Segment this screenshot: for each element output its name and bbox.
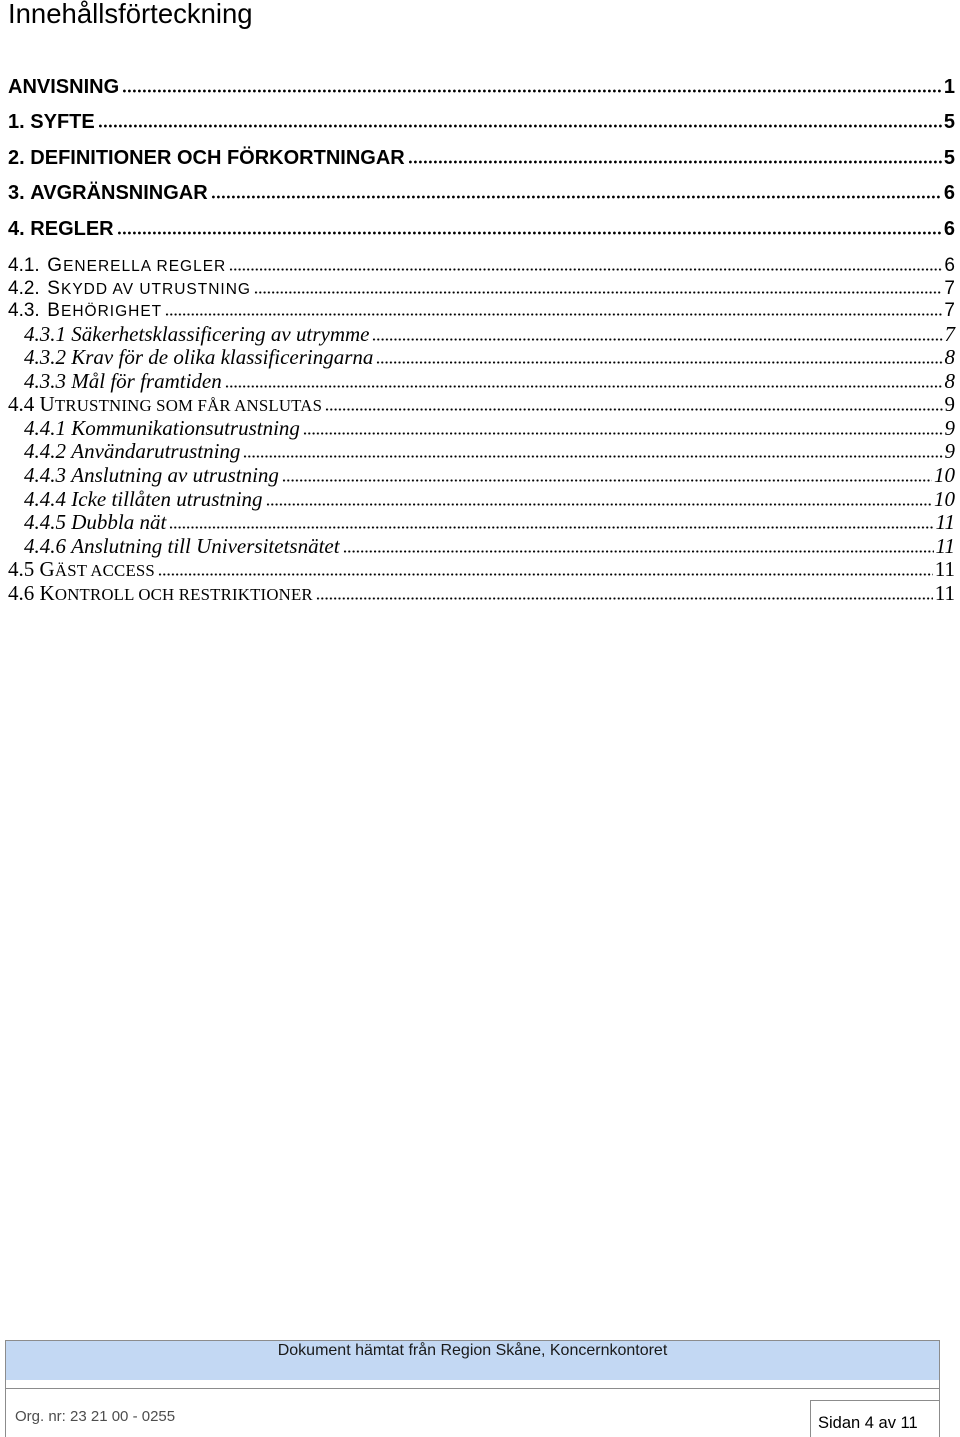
toc-entry-page-number: 9 (944, 440, 955, 464)
toc-entry-title: Anslutning av utrustning (71, 464, 279, 488)
dot-leader (243, 455, 942, 458)
dot-leader (376, 361, 942, 364)
toc-entry-page-number: 10 (934, 487, 955, 511)
toc-entry[interactable] (0, 393, 960, 417)
toc-entry-page-number: 11 (934, 558, 955, 582)
dot-leader (122, 89, 942, 93)
dot-leader (225, 385, 943, 388)
toc-entry[interactable] (0, 323, 960, 347)
org-number: Org. nr: 23 21 00 - 0255 (15, 1408, 176, 1425)
toc-entry-number: 4.6 (8, 582, 35, 606)
toc-entry[interactable] (0, 417, 960, 441)
toc-entry-number: 4.4.2 (24, 440, 66, 464)
dot-leader (169, 526, 933, 529)
toc-entry-title: Krav för de olika klassificeringarna (71, 346, 374, 370)
toc-entry[interactable] (0, 370, 960, 394)
toc-entry-number: 4.5 (8, 558, 35, 582)
toc-entry[interactable] (0, 300, 960, 323)
toc-entry-number: 4.3.2 (24, 346, 66, 370)
toc-entry-page-number: 1 (943, 75, 955, 98)
toc-entry-number: 4.4.1 (24, 416, 66, 440)
toc-entry-page-number: 8 (944, 346, 955, 370)
page-footer (5, 1340, 940, 1437)
toc-entry-page-number: 5 (943, 111, 955, 133)
dot-leader (158, 573, 933, 576)
toc-entry[interactable] (0, 511, 960, 535)
toc-entry[interactable] (0, 255, 960, 278)
toc-entry[interactable] (0, 141, 960, 177)
toc-entry[interactable] (0, 212, 960, 248)
toc-entry[interactable] (0, 70, 960, 106)
toc-entry-number: 4.3.3 (24, 369, 66, 393)
footer-source-band (6, 1341, 939, 1380)
toc-entry-title: GÄST ACCESS (39, 558, 155, 582)
toc-entry[interactable] (0, 535, 960, 559)
toc-entry-number: 3. (8, 182, 25, 204)
toc-entry-page-number: 6 (944, 255, 955, 276)
table-of-contents (0, 70, 960, 606)
toc-entry-page-number: 6 (943, 182, 955, 204)
toc-entry-title: Användarutrustning (71, 440, 241, 464)
toc-entry[interactable] (0, 464, 960, 488)
toc-entry[interactable] (0, 582, 960, 606)
page-indicator-text: Sidan 4 av 11 (818, 1414, 918, 1432)
footer-source-text: Dokument hämtat från Region Skåne, Koncernkontoret (277, 1342, 668, 1359)
toc-entry-page-number: 11 (934, 582, 955, 606)
toc-entry-number: 4.3.1 (24, 322, 66, 346)
toc-entry-page-number: 10 (934, 464, 955, 488)
toc-entry[interactable] (0, 278, 960, 301)
toc-entry-page-number: 6 (943, 217, 955, 240)
toc-entry-number: 1. (8, 111, 25, 133)
dot-leader (343, 550, 934, 553)
toc-entry-page-number: 7 (944, 300, 955, 321)
toc-entry-title: GENERELLA REGLER (47, 255, 227, 276)
toc-entry[interactable] (0, 105, 960, 141)
footer-divider (6, 1388, 939, 1389)
toc-entry-number: 4.1. (8, 255, 40, 276)
dot-leader (254, 291, 942, 294)
toc-entry-title: Kommunikationsutrustning (71, 416, 300, 440)
dot-leader (165, 313, 942, 316)
toc-entry-number: 4.4.3 (24, 464, 66, 488)
dot-leader (408, 160, 942, 164)
toc-entry-number: 4. (8, 217, 25, 240)
toc-entry-number: 4.3. (8, 300, 40, 321)
dot-leader (98, 124, 942, 128)
toc-entry-number: 4.4 (8, 393, 35, 417)
toc-entry-title: Dubbla nät (71, 511, 167, 535)
toc-entry-page-number: 9 (944, 416, 955, 440)
toc-entry-title: SKYDD AV UTRUSTNING (47, 277, 251, 299)
toc-entry[interactable] (0, 558, 960, 582)
toc-entry-title: REGLER (30, 217, 114, 240)
toc-entry-title: BEHÖRIGHET (47, 300, 163, 321)
toc-entry-number: 4.4.5 (24, 511, 66, 535)
toc-entry[interactable] (0, 440, 960, 464)
toc-entry-page-number: 5 (943, 146, 955, 169)
toc-entry-number: 4.4.6 (24, 534, 66, 558)
toc-entry-title: Icke tillåten utrustning (71, 487, 263, 511)
toc-entry-title: DEFINITIONER OCH FÖRKORTNINGAR (30, 146, 405, 169)
toc-entry-page-number: 11 (935, 534, 955, 558)
toc-entry-number: 4.4.4 (24, 487, 66, 511)
toc-entry-number: 2. (8, 146, 25, 169)
toc-entry-number: 4.2. (8, 277, 40, 299)
dot-leader (229, 268, 942, 271)
dot-leader (211, 195, 942, 199)
toc-entry-title: Anslutning till Universitetsnätet (71, 534, 340, 558)
toc-entry-page-number: 9 (944, 393, 955, 417)
toc-entry-page-number: 8 (944, 369, 955, 393)
toc-entry-title: UTRUSTNING SOM FÅR ANSLUTAS (39, 393, 323, 417)
toc-entry-title: ANVISNING (8, 75, 120, 98)
toc-entry-page-number: 7 (944, 322, 955, 346)
toc-entry-title: KONTROLL OCH RESTRIKTIONER (39, 582, 313, 606)
dot-leader (117, 231, 942, 235)
page-title: Innehållsförteckning (8, 0, 253, 29)
toc-entry-title: Säkerhetsklassificering av utrymme (71, 322, 370, 346)
toc-entry[interactable] (0, 176, 960, 212)
dot-leader (372, 338, 942, 341)
toc-entry-title: AVGRÄNSNINGAR (30, 182, 208, 204)
dot-leader (282, 479, 932, 482)
dot-leader (303, 432, 943, 435)
toc-entry-title: Mål för framtiden (71, 369, 222, 393)
toc-entry[interactable] (0, 488, 960, 512)
dot-leader (325, 408, 942, 411)
toc-entry-title: SYFTE (30, 111, 95, 133)
toc-entry-page-number: 7 (944, 277, 955, 299)
toc-entry-page-number: 11 (935, 511, 955, 535)
dot-leader (316, 597, 933, 600)
toc-entry[interactable] (0, 346, 960, 370)
page-indicator (810, 1400, 939, 1437)
dot-leader (266, 503, 932, 506)
